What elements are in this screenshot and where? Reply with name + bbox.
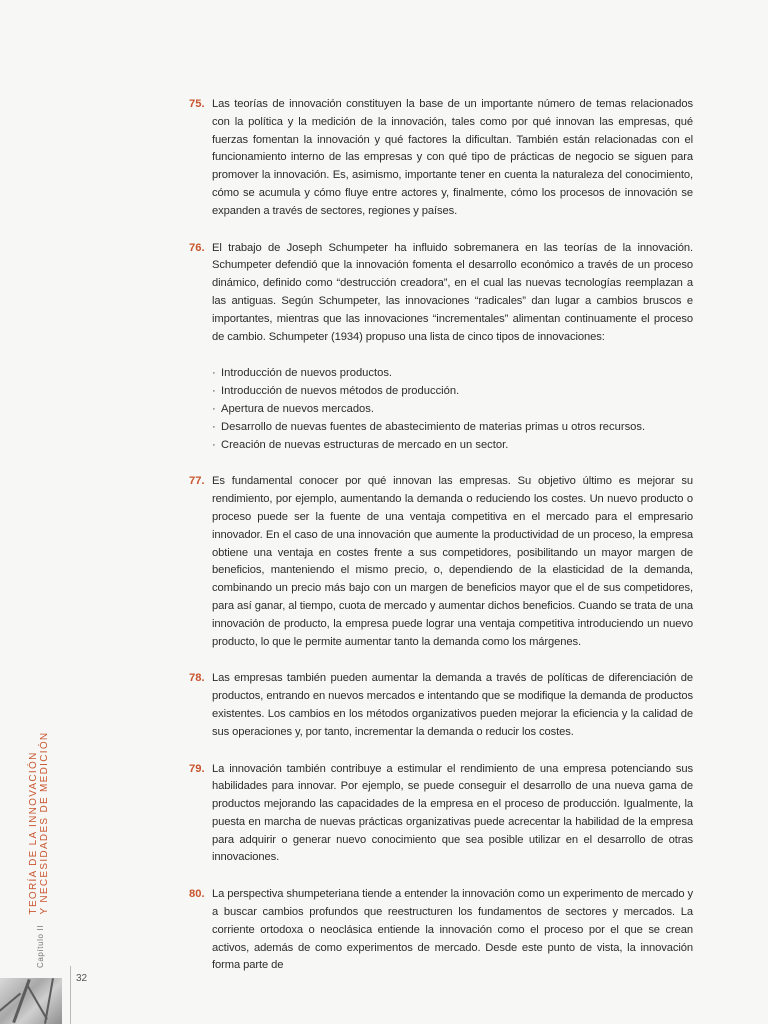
bullet-marker: · [212, 420, 216, 433]
paragraph-78 [189, 670, 693, 741]
paragraph-number: 77. [189, 475, 205, 488]
paragraph-text: Las teorías de innovación constituyen la base de un importante número de temas relacionados con la política y la medición de la innovación, tales como por qué innovan las empresas, qué fuerzas fomentan la innovación y qué factores la dificultan. También están relacionadas con el funcionamiento interno de las empresas y con qué tipo de prácticas de negocio se siguen para promover la innovación. Es, asimismo, importante tener en cuenta la naturaleza del conocimiento, cómo se acumula y cómo fluye entre actores y, finalmente, cómo los procesos de innovación se expanden a través de sectores, regiones y países. [212, 98, 693, 217]
paragraph-text: La innovación también contribuye a estimular el rendimiento de una empresa potenciando sus habilidades para innovar. Por ejemplo, se puede conseguir el desarrollo de una nueva gama de productos mejorando las capacidades de la empresa en el proceso de producción. Igualmente, la puesta en marcha de nuevas prácticas organizativas puede acrecentar la habilidad de la empresa para adquirir o generar nuevo conocimiento que sea posible utilizar en el desarrollo de otras innovaciones. [212, 762, 693, 864]
chapter-label: Capítulo II [36, 924, 46, 968]
paragraph-text: La perspectiva shumpeteriana tiende a entender la innovación como un experimento de mercado y a buscar cambios profundos que reestructuren los fundamentos de sectores y mercados. La corriente ortodoxa o neoclásica entiende la innovación como el proceso por el que se crean activos, además de como experimentos de mercado. Desde este punto de vista, la innovación forma parte de [212, 888, 693, 972]
list-item: · Introducción de nuevos productos. [212, 365, 693, 383]
page-number: 32 [76, 973, 88, 984]
paragraph-text: Las empresas también pueden aumentar la demanda a través de políticas de diferenciación de productos, entrando en nuevos mercados e intentando que se modifique la demanda de productos existentes. Los cambios en los métodos organizativos pueden mejorar la eficiencia y la calidad de sus operaciones y, por tanto, incrementar la demanda o reducir los costes. [212, 672, 693, 738]
list-item: · Introducción de nuevos métodos de producción. [212, 383, 693, 401]
list-item: · Apertura de nuevos mercados. [212, 401, 693, 419]
sidebar-divider [70, 966, 71, 1024]
bullet-marker: · [212, 385, 216, 398]
page-content [189, 96, 693, 994]
paragraph-number: 78. [189, 672, 205, 685]
list-item: · Creación de nuevas estructuras de mercado en un sector. [212, 437, 693, 455]
paragraph-number: 80. [189, 888, 205, 901]
paragraph-number: 75. [189, 98, 205, 110]
paragraph-text: El trabajo de Joseph Schumpeter ha influido sobremanera en las teorías de la innovación. Schumpeter defendió que la innovación fomenta el desarrollo económico a través de un proceso dinámico, definido como “destrucción creadora”, en el cual las nuevas tecnologías reemplazan a las antiguas. Según Schumpeter, las innovaciones “radicales” dan lugar a cambios bruscos e importantes, mientras que las innovaciones “incrementales” alimentan continuamente el proceso de cambio. Schumpeter (1934) propuso una lista de cinco tipos de innovaciones: [212, 241, 693, 343]
paragraph-number: 79. [189, 762, 205, 775]
paragraph-75 [189, 96, 693, 221]
paragraph-76 [189, 240, 693, 347]
paragraph-79 [189, 761, 693, 868]
chapter-title-line1: TEORÍA DE LA INNOVACIÓN [28, 751, 39, 915]
bullet-marker: · [212, 367, 216, 380]
bullet-marker: · [212, 438, 216, 451]
chapter-sidebar [28, 732, 50, 968]
paragraph-77 [189, 473, 693, 651]
list-item: · Desarrollo de nuevas fuentes de abastecimiento de materias primas u otros recursos. [212, 419, 693, 437]
paragraph-number: 76. [189, 241, 205, 254]
bullet-marker: · [212, 402, 216, 415]
paragraph-80 [189, 886, 693, 975]
chapter-title-line2: Y NECESIDADES DE MEDICIÓN [39, 731, 50, 915]
paragraph-text: Es fundamental conocer por qué innovan las empresas. Su objetivo último es mejorar su rendimiento, por ejemplo, aumentando la demanda o reduciendo los costes. Un nuevo producto o proceso puede ser la fuente de una ventaja competitiva en el mercado para el empresario innovador. En el caso de una innovación que aumente la productividad de un proceso, la empresa obtiene una ventaja en costes frente a sus competidores, posibilitando un mayor margen de beneficios, manteniendo el mismo precio, o, dependiendo de la elasticidad de la demanda, combinando un precio más bajo con un margen de beneficios mayor que el de sus competidores, para así ganar, al tiempo, cuota de mercado y aumentar dichos beneficios. Cuando se trata de una innovación de producto, la empresa puede lograr una ventaja competitiva introduciendo un nuevo producto, lo que le permite aumentar tanto la demanda como los márgenes. [212, 475, 693, 648]
innovation-types-list [212, 365, 693, 454]
decorative-photo [0, 978, 62, 1024]
